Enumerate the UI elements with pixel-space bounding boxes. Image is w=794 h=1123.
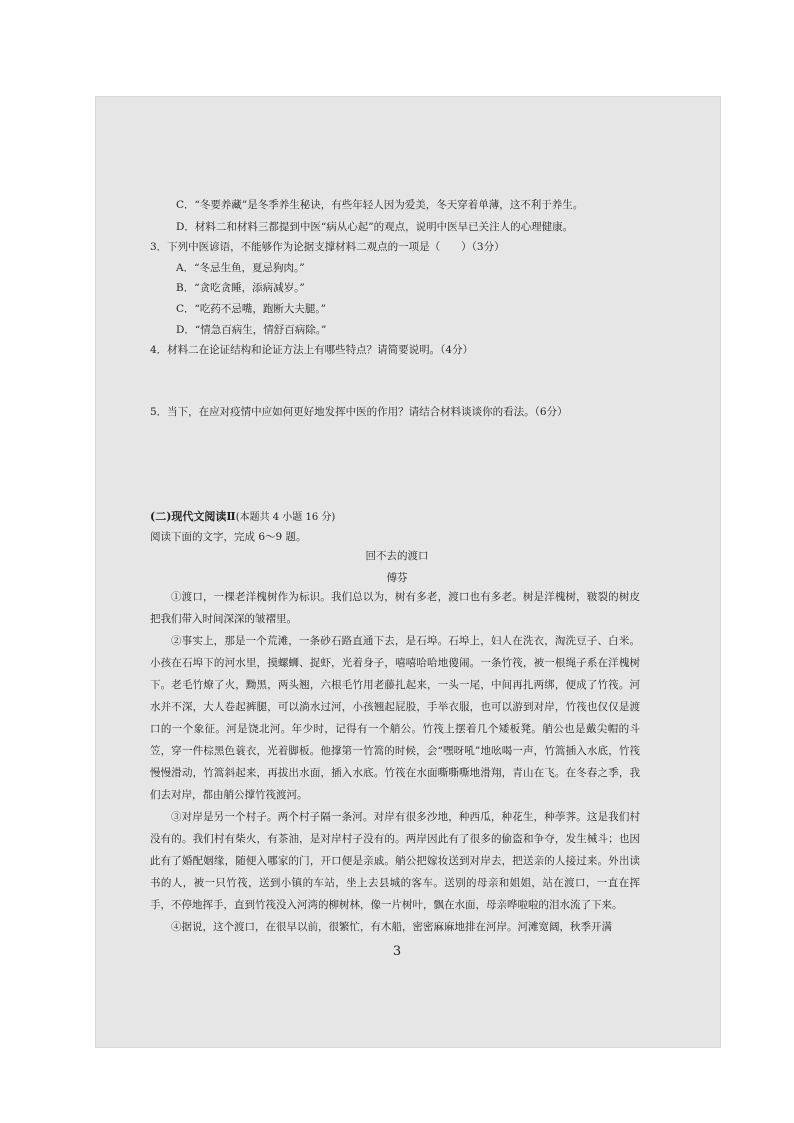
paragraph-3: ③对岸是另一个村子。两个村子隔一条河。对岸有很多沙地，种西瓜，种花生，种荸荠。这是我们村没有的。我们村有柴火，有茶油，是对岸村子没有的。两岸因此有了很多的偷盗和争夺，发生械斗；也因此有了婚配姻缘，随便入哪家的门，开口便是亲戚。艄公把嫁妆送到对岸去，把送亲的人接过来。外出读书的人，被一只竹筏，送到小镇的车站，坐上去县城的客车。送别的母亲和姐姐，站在渡口，一直在挥手，不停地挥手，直到竹筏没入河湾的柳树林，像一片树叶，飘在水面，母亲哗啦啦的泪水流了下来。 — [150, 811, 640, 911]
section-instruction: 阅读下面的文字，完成 6～9 题。 — [150, 531, 307, 543]
paragraph-2: ②事实上，那是一个荒滩，一条砂石路直通下去，是石埠。石埠上，妇人在洗衣，淘洗豆子、白米。小孩在石埠下的河水里，摸螺蛳、捉虾，光着身子，嘻嘻哈哈地傻闹。一条竹筏，被一根绳子系在洋槐树下。老毛竹燎了火，黝黑，两头翘，六根毛竹用老藤扎起来，一头一尾，中间再扎两绑，便成了竹筏。河水并不深，大人卷起裤腿，可以淌水过河，小孩翘起屁股，手举衣服，也可以游到对岸，竹筏也仅仅是渡口的一个象征。河是饶北河。年少时，记得有一个艄公。竹筏上摆着几个矮板凳。艄公也是戴尖帽的斗笠，穿一件棕黑色蓑衣，光着脚板。他撑第一竹篙的时候，会“嘿呀吼”地吆喝一声，竹篙插入水底，竹筏慢慢滑动，竹篙斜起来，再拔出水面，插入水底。竹筏在水面嘶嘶嘶地滑翔，青山在飞。在冬春之季，我们去对岸，都由艄公撑竹筏渡河。 — [150, 635, 640, 801]
question-5: 5．当下，在应对疫情中应如何更好地发挥中医的作用？请结合材料谈谈你的看法。（6分） — [150, 406, 568, 418]
paragraph-1: ①渡口，一棵老洋槐树作为标识。我们总以为，树有多老，渡口也有多老。树是洋槐树，皲裂的树皮把我们带入时间深深的皱褶里。 — [150, 591, 640, 625]
paragraph-4: ④据说，这个渡口，在很早以前，很繁忙，有木船，密密麻麻地排在河岸。河滩宽阔，秋季开满 — [171, 921, 612, 933]
article-author: 傅芬 — [386, 572, 408, 584]
question-3-option-b: B．“贪吃贪睡，添病减岁。” — [176, 282, 305, 294]
question-3-option-d: D．“情急百病生，情舒百病除。” — [176, 324, 327, 336]
question-3-stem: 3．下列中医谚语，不能够作为论据支撑材料二观点的一项是（ ）（3分） — [150, 241, 505, 253]
article-title: 回不去的渡口 — [365, 550, 429, 562]
option-c-prev: C．“冬要养藏”是冬季养生秘诀，有些年轻人因为爱美，冬天穿着单薄，这不利于养生。 — [176, 199, 584, 211]
section-heading — [150, 508, 335, 524]
question-4: 4．材料二在论证结构和论证方法上有哪些特点？请简要说明。（4分） — [150, 344, 474, 356]
question-3-option-c: C．“吃药不忌嘴，跑断大夫腿。” — [176, 303, 327, 315]
question-3-option-a: A．“冬忌生鱼，夏忌狗肉。” — [176, 262, 305, 274]
section-score: (本题共 4 小题 16 分) — [235, 512, 336, 523]
page-number: 3 — [392, 944, 402, 959]
option-d-prev: D．材料二和材料三都提到中医“病从心起”的观点，说明中医早已关注人的心理健康。 — [176, 221, 574, 233]
section-title: (二)现代文阅读Ⅱ — [150, 510, 236, 523]
